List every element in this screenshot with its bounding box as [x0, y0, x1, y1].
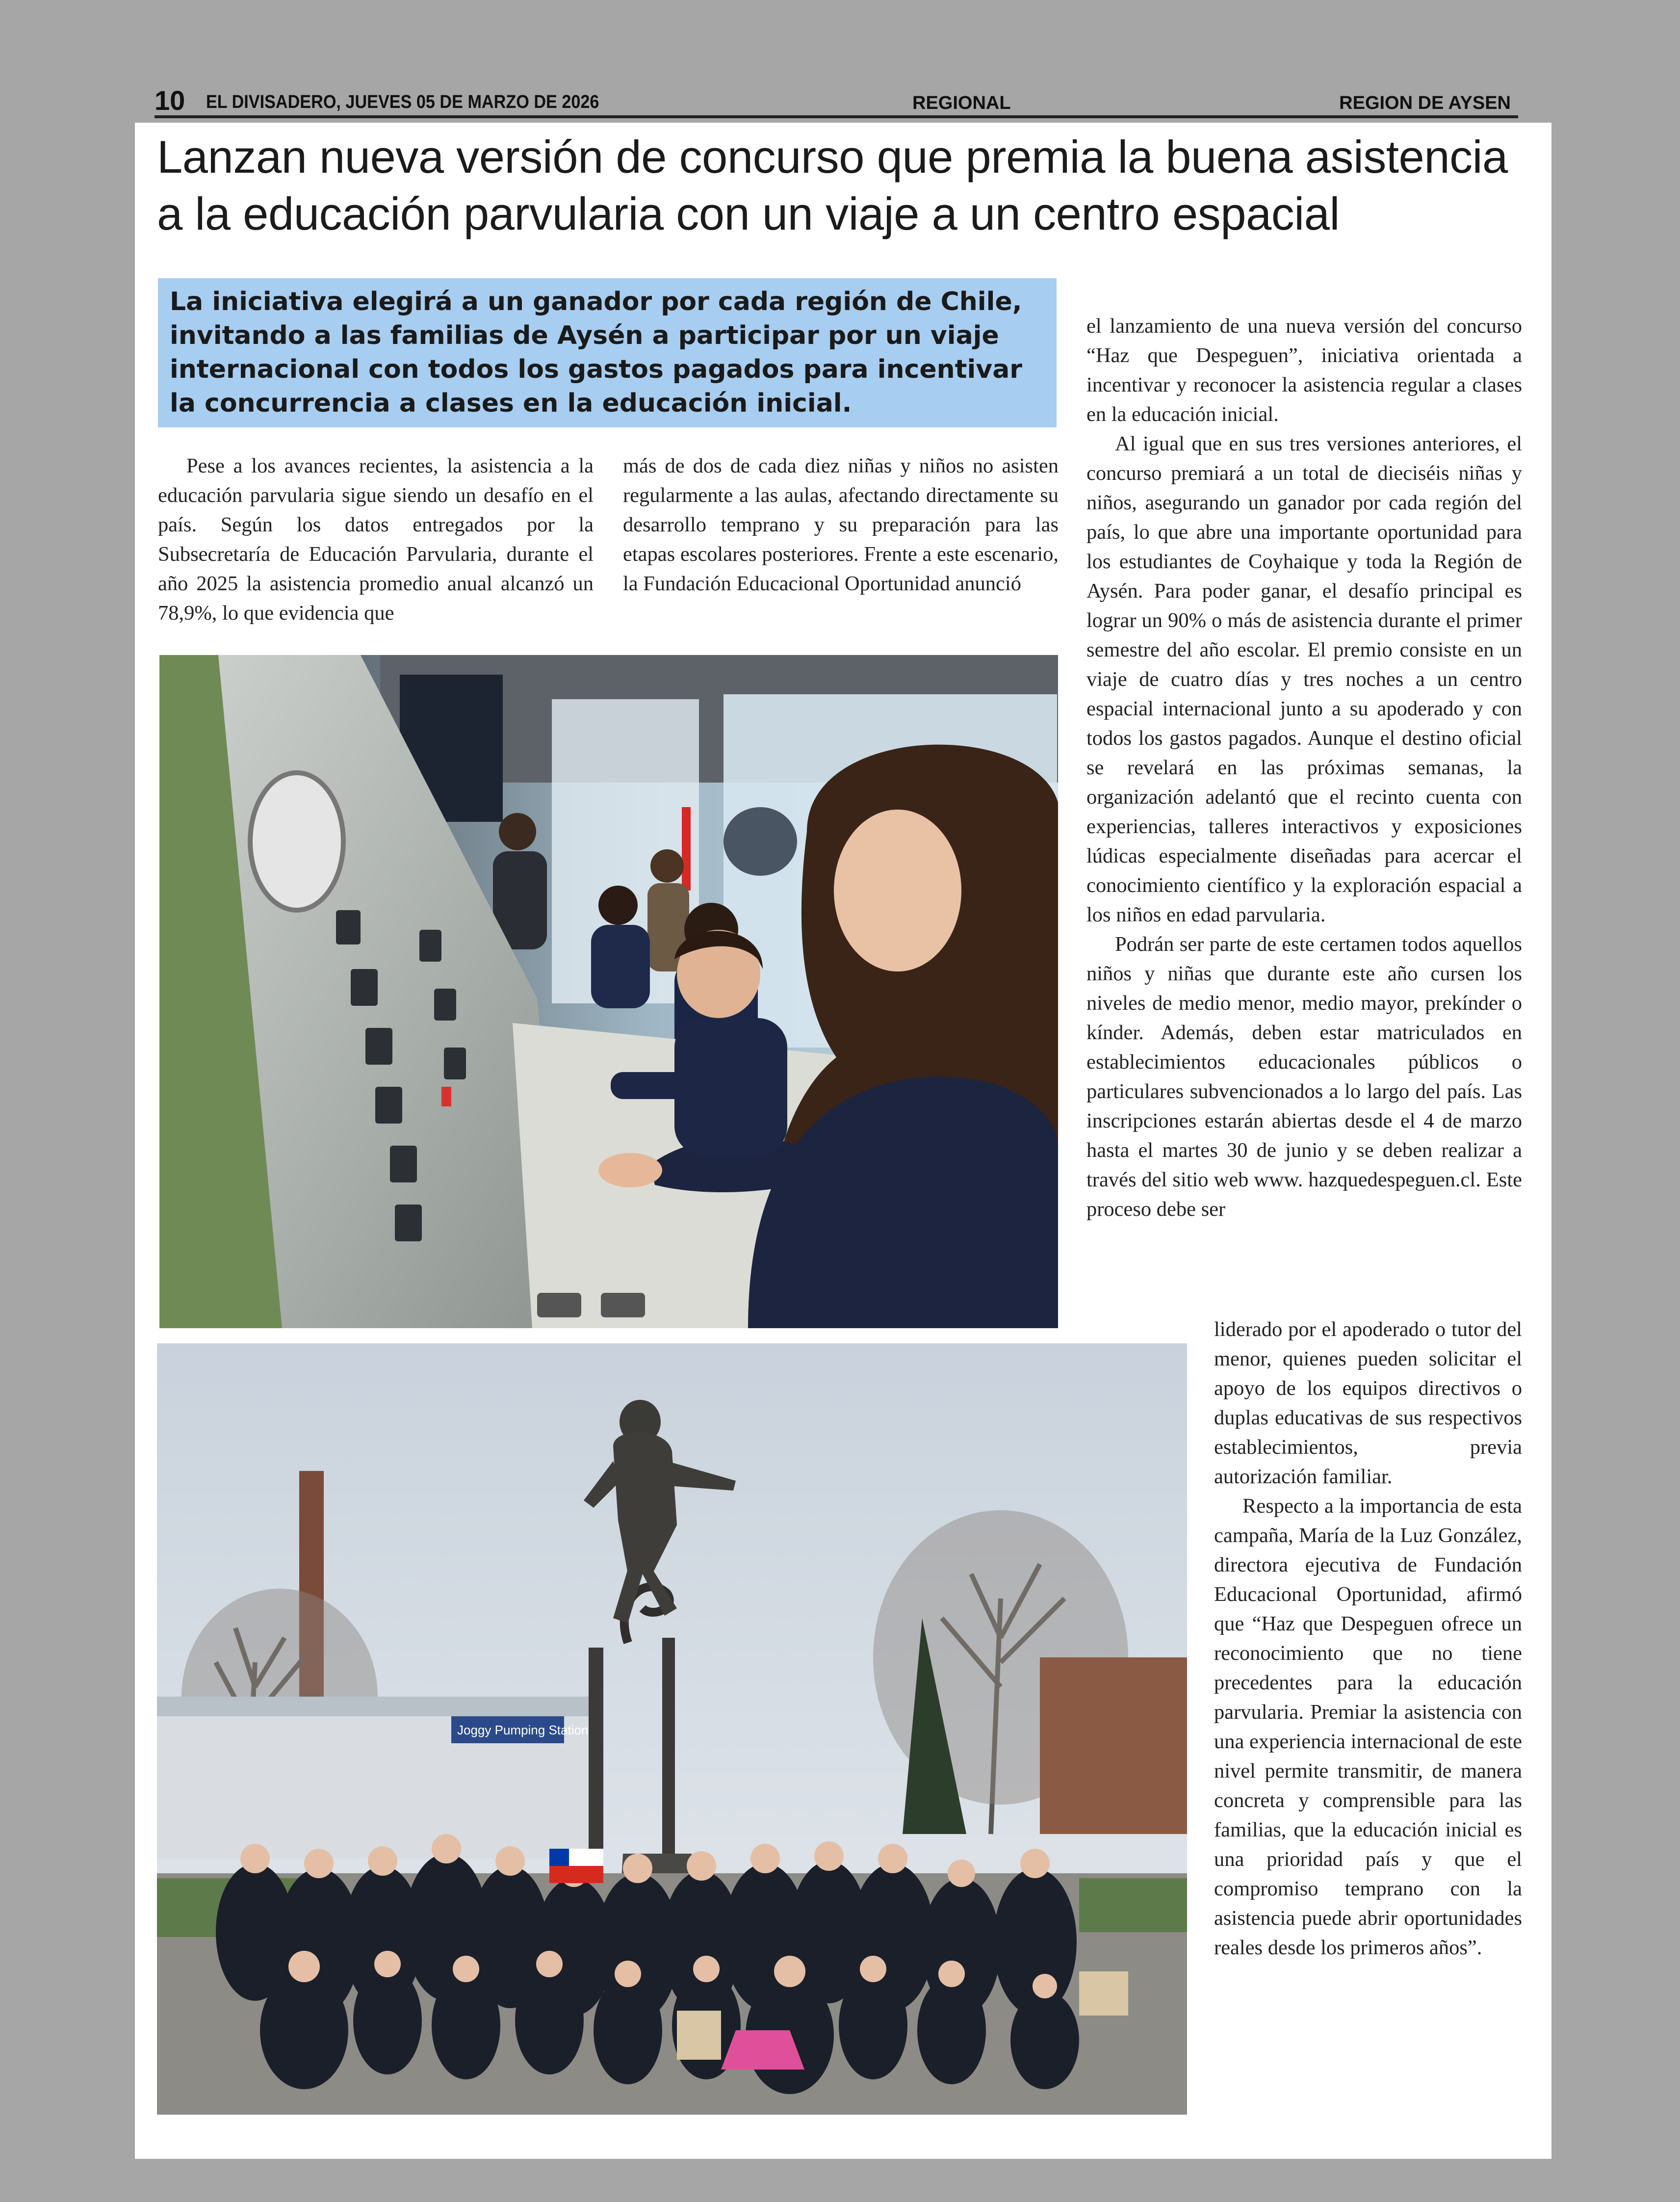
article-lead: La iniciativa elegirá a un ganador por cada región de Chile, invitando a las familias de Aysén a participar por un viaje internacional con todos los gastos pagados para incentivar la concurrencia a clases en la educación inicial.	[158, 278, 1057, 427]
building-sign: Joggy Pumping Station	[457, 1723, 589, 1737]
region-label: REGION DE AYSEN	[1339, 93, 1511, 113]
page-header	[155, 86, 1518, 118]
paragraph: más de dos de cada diez niñas y niños no asisten regularmente a las aulas, afectando directamente su desarrollo temprano y su preparación para las etapas escolares posteriores. Frente a este escenario, la Fundación Educacional Oportunidad anunció	[623, 454, 1059, 595]
article-column-3	[1086, 312, 1522, 1224]
page-number: 10	[155, 85, 185, 116]
photo-children-control-panel	[159, 655, 1058, 1328]
article-column-4	[1214, 1315, 1522, 1963]
paragraph: Respecto a la importancia de esta campaña, María de la Luz González, directora ejecutiva de Fundación Educacional Oportunidad, afirmó que “Haz que Despeguen ofrece un reconocimiento que no tiene precedentes para la educación parvularia. Premiar la asistencia con una experiencia internacional de este nivel permite transmitir, de manera concreta y comprensible para las familias, que la educación inicial es una prioridad país y que el compromiso temprano con la asistencia puede abrir oportunidades reales desde los primeros años”.	[1214, 1494, 1522, 1959]
paragraph: Pese a los avances recientes, la asistencia a la educación parvularia sigue siendo un desafío en el país. Según los datos entregados por la Subsecretaría de Educación Parvularia, durante el año 2025 la asistencia promedio anual alcanzó un 78,9%, lo que evidencia que	[158, 454, 594, 625]
section-label: REGIONAL	[912, 93, 1011, 113]
paragraph: Al igual que en sus tres versiones anteriores, el concurso premiará a un total de dieciséis niñas y niños, asegurando un ganador por cada región del país, lo que abre una importante oportunidad para los estudiantes de Coyhaique y toda la Región de Aysén. Para poder ganar, el desafío principal es lograr un 90% o más de asistencia durante el primer semestre del año escolar. El premio consiste en un viaje de cuatro días y tres noches a un centro espacial internacional junto a su apoderado y con todos los gastos pagados. Aunque el destino oficial se revelará en las próximas semanas, la organización adelantó que el recinto cuenta con experiencias, talleres interactivos y exposiciones lúdicas especialmente diseñadas para acercar el conocimiento científico y la exploración espacial a los niños en edad parvularia.	[1086, 432, 1522, 926]
publication-date: EL DIVISADERO, JUEVES 05 DE MARZO DE 2026	[206, 92, 599, 112]
paragraph: Podrán ser parte de este certamen todos aquellos niños y niñas que durante este año cursen los niveles de medio menor, medio mayor, prekínder o kínder. Además, deben estar matriculados en establecimientos educacionales públicos o particulares subvencionados a lo largo del país. Las inscripciones estarán abiertas desde el 4 de marzo hasta el martes 30 de junio y se deben realizar a través del sitio web www. hazquedespeguen.cl. Este proceso debe ser	[1086, 933, 1522, 1221]
paragraph: liderado por el apoderado o tutor del menor, quienes pueden solicitar el apoyo de los equipos directivos o duplas educativas de sus respectivos establecimientos, previa autorización familiar.	[1214, 1318, 1522, 1488]
photo-group-astronaut-statue	[157, 1343, 1187, 2115]
paragraph: el lanzamiento de una nueva versión del concurso “Haz que Despeguen”, iniciativa orientada a incentivar y reconocer la asistencia regular a clases en la educación inicial.	[1086, 315, 1522, 426]
article-column-2	[623, 451, 1059, 599]
article-headline: Lanzan nueva versión de concurso que premia la buena asistencia a la educación parvularia con un viaje a un centro espacial	[157, 131, 1508, 239]
article-column-1	[158, 451, 594, 628]
